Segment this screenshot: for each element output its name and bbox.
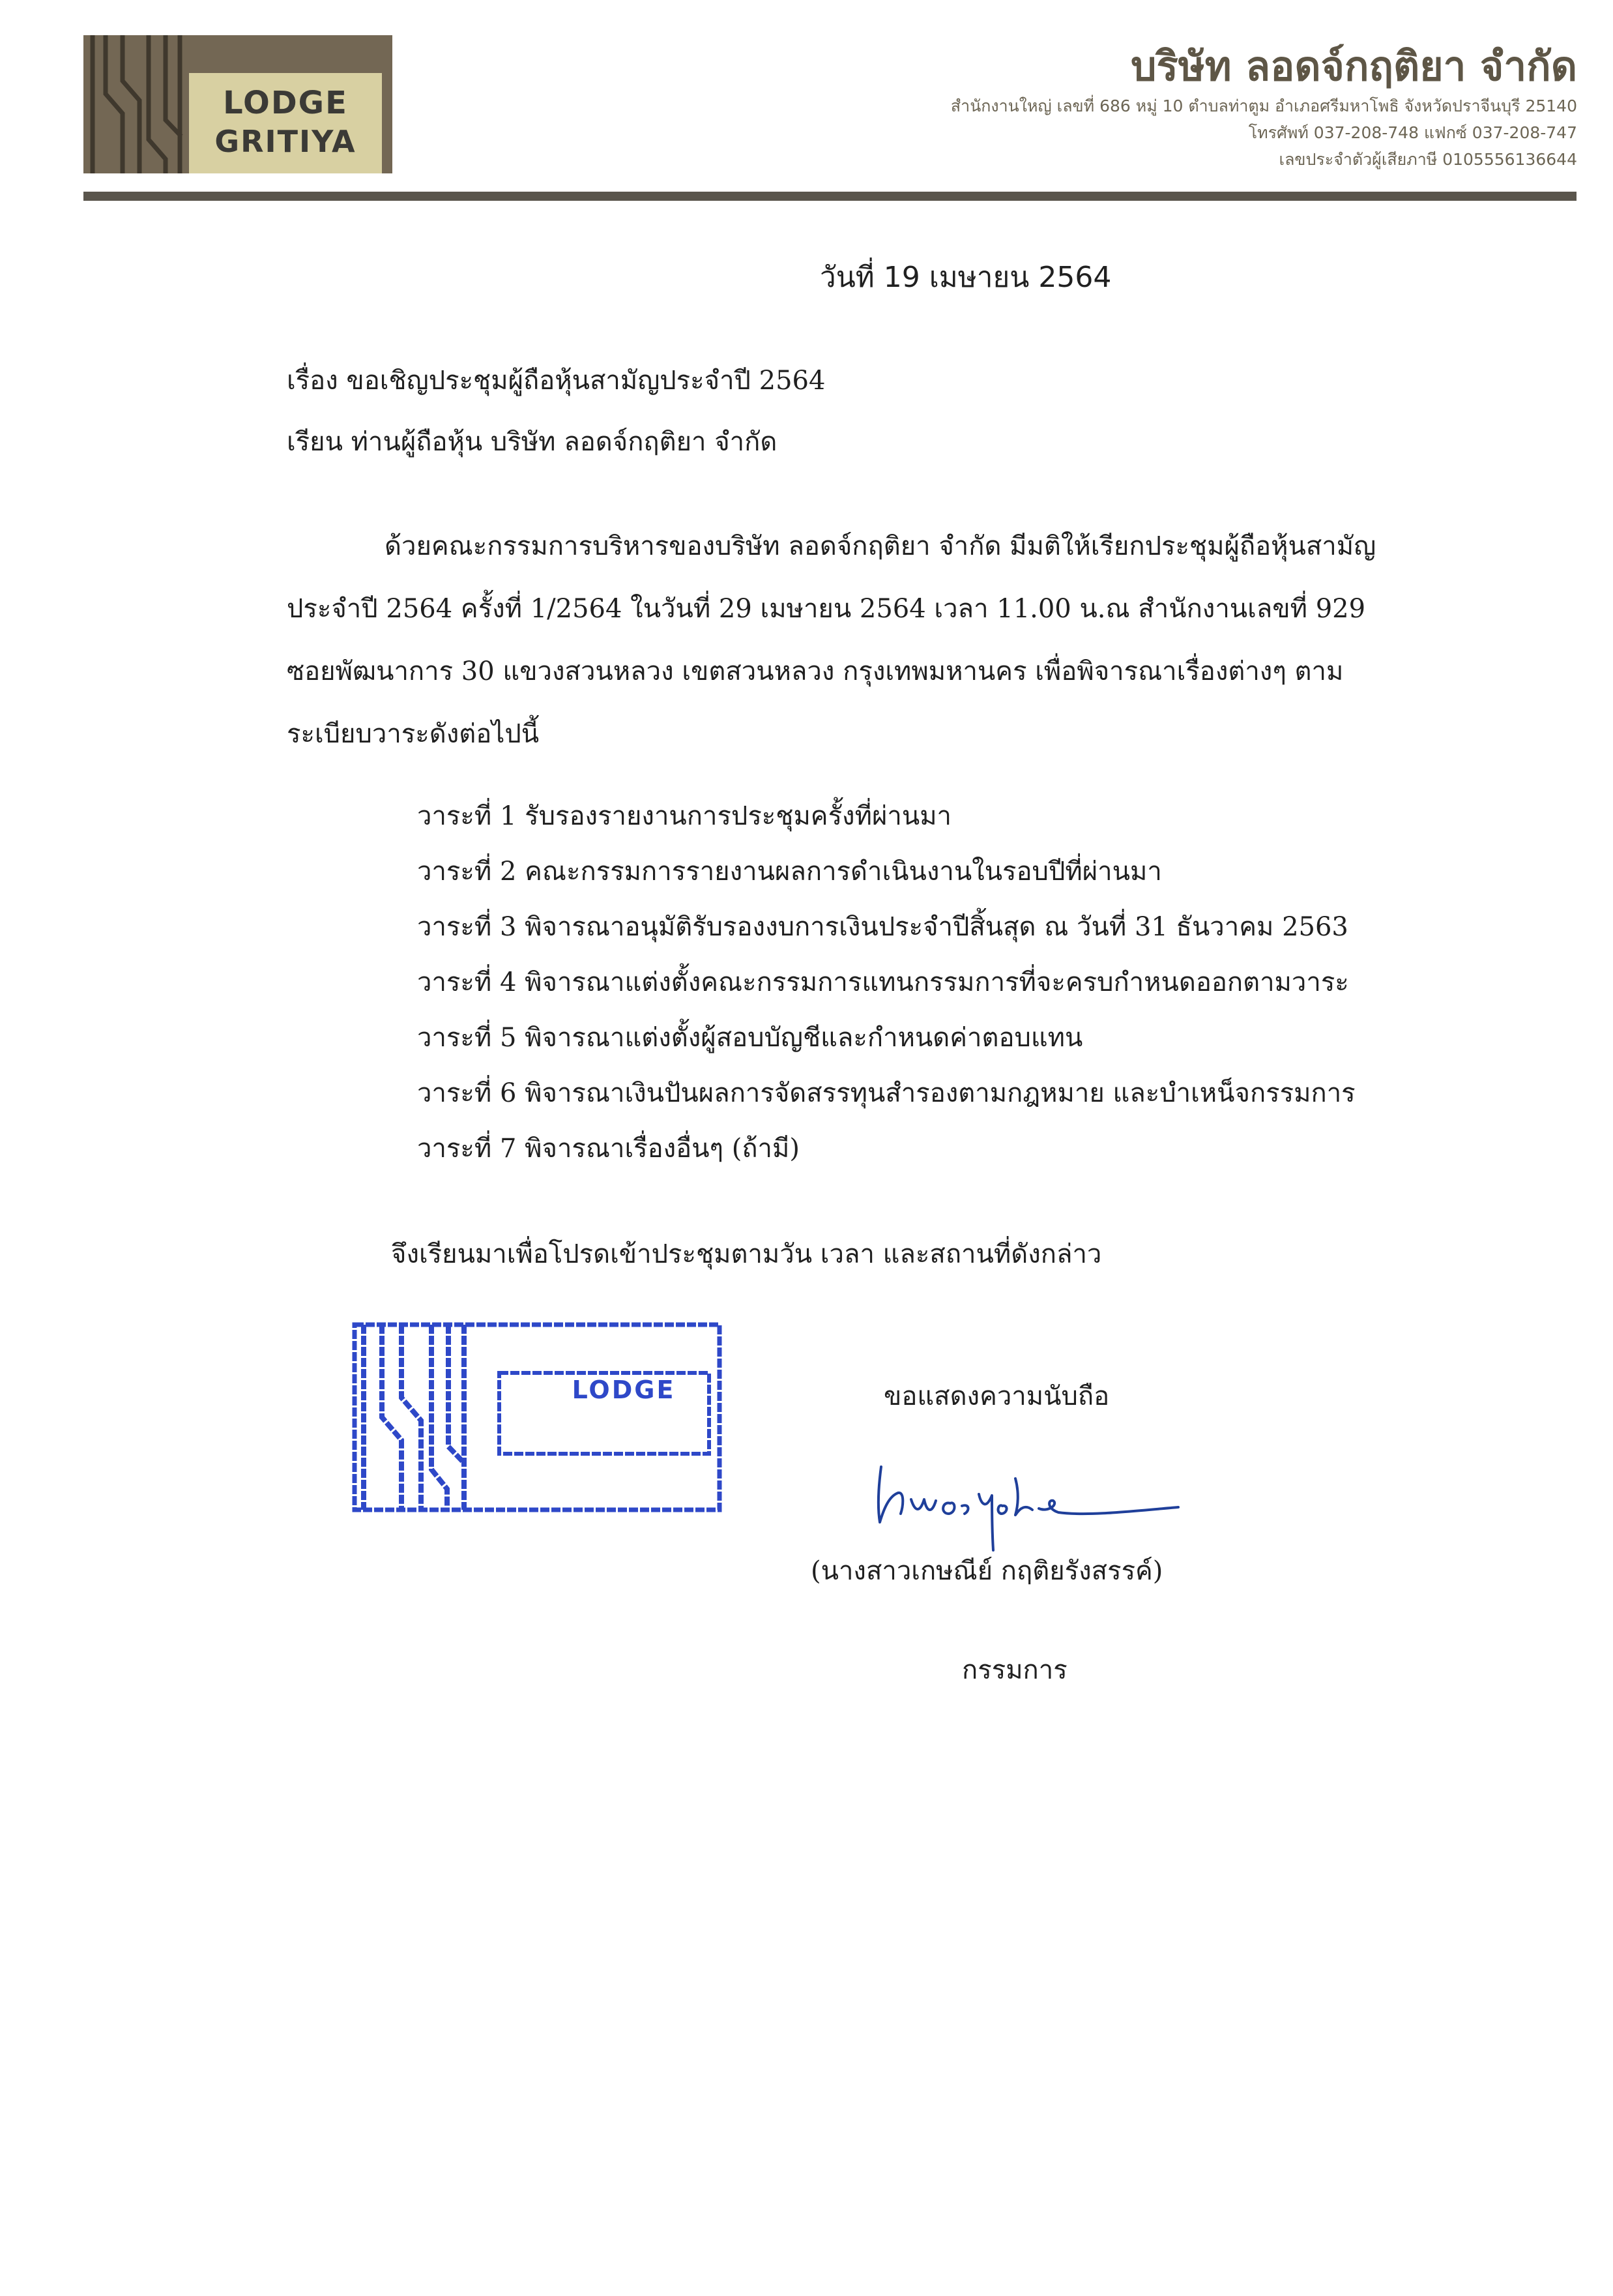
company-name: บริษัท ลอดจ์กฤติยา จำกัด — [1131, 42, 1577, 90]
letter-closing: จึงเรียนมาเพื่อโปรดเข้าประชุมตามวัน เวลา และสถานที่ดังกล่าว — [391, 1239, 1102, 1269]
company-phone: โทรศัพท์ 037-208-748 แฟกซ์ 037-208-747 — [1248, 123, 1577, 142]
agenda-item: วาระที่ 1 รับรองรายงานการประชุมครั้งที่ผ่านมา — [417, 801, 952, 831]
agenda-item: วาระที่ 7 พิจารณาเรื่องอื่นๆ (ถ้ามี) — [417, 1134, 800, 1164]
company-tax-id: เลขประจำตัวผู้เสียภาษี 0105556136644 — [1279, 150, 1577, 169]
company-stamp — [349, 1319, 726, 1515]
logo-line-2: GRITIYA — [214, 124, 356, 159]
letter-recipient: เรียน ท่านผู้ถือหุ้น บริษัท ลอดจ์กฤติยา จำกัด — [287, 427, 777, 457]
signatory-name: (นางสาวเกษณีย์ กฤติยรังสรรค์) — [811, 1556, 1163, 1586]
agenda-item: วาระที่ 2 คณะกรรมการรายงานผลการดำเนินงานในรอบปีที่ผ่านมา — [417, 857, 1162, 887]
letter-subject: เรื่อง ขอเชิญประชุมผู้ถือหุ้นสามัญประจำปี 2564 — [287, 366, 826, 396]
agenda-item: วาระที่ 4 พิจารณาแต่งตั้งคณะกรรมการแทนกรรมการที่จะครบกำหนดออกตามวาระ — [417, 967, 1349, 997]
company-info — [951, 40, 1577, 173]
agenda-item: วาระที่ 6 พิจารณาเงินปันผลการจัดสรรทุนสำรองตามกฎหมาย และบำเหน็จกรรมการ — [417, 1078, 1356, 1108]
agenda-list — [417, 789, 1356, 1177]
logo-label-box — [189, 73, 382, 173]
letter-body — [287, 515, 1408, 765]
agenda-item: วาระที่ 5 พิจารณาแต่งตั้งผู้สอบบัญชีและกำหนดค่าตอบแทน — [417, 1023, 1083, 1053]
header-divider — [83, 192, 1577, 201]
company-logo — [83, 35, 392, 173]
signature — [872, 1441, 1185, 1554]
signatory-position: กรรมการ — [962, 1655, 1068, 1685]
company-address: สำนักงานใหญ่ เลขที่ 686 หมู่ 10 ตำบลท่าตูม อำเภอศรีมหาโพธิ จังหวัดปราจีนบุรี 25140 — [950, 96, 1577, 115]
agenda-item: วาระที่ 3 พิจารณาอนุมัติรับรองงบการเงินประจำปีสิ้นสุด ณ วันที่ 31 ธันวาคม 2563 — [417, 912, 1348, 942]
letter-date: วันที่ 19 เมษายน 2564 — [820, 261, 1112, 294]
letter-regards: ขอแสดงความนับถือ — [884, 1381, 1110, 1411]
letter-body-text: ด้วยคณะกรรมการบริหารของบริษัท ลอดจ์กฤติยา จำกัด มีมติให้เรียกประชุมผู้ถือหุ้นสามัญประจำปี 2564 ครั้งที่ 1/2564 ในวันที่ 29 เมษายน 2564 เวลา 11.00 น.ณ สำนักงานเลขที่ 929 ซอยพัฒนาการ 30 แขวงสวนหลวง เขตสวนหลวง กรุงเทพมหานคร เพื่อพิจารณาเรื่องต่างๆ ตามระเบียบวาระดังต่อไปนี้ — [287, 531, 1376, 749]
stamp-label: LODGE — [572, 1376, 676, 1404]
signature-scribble-icon — [872, 1441, 1185, 1552]
stamp-pattern-icon — [349, 1319, 726, 1515]
logo-line-1: LODGE — [223, 85, 348, 121]
